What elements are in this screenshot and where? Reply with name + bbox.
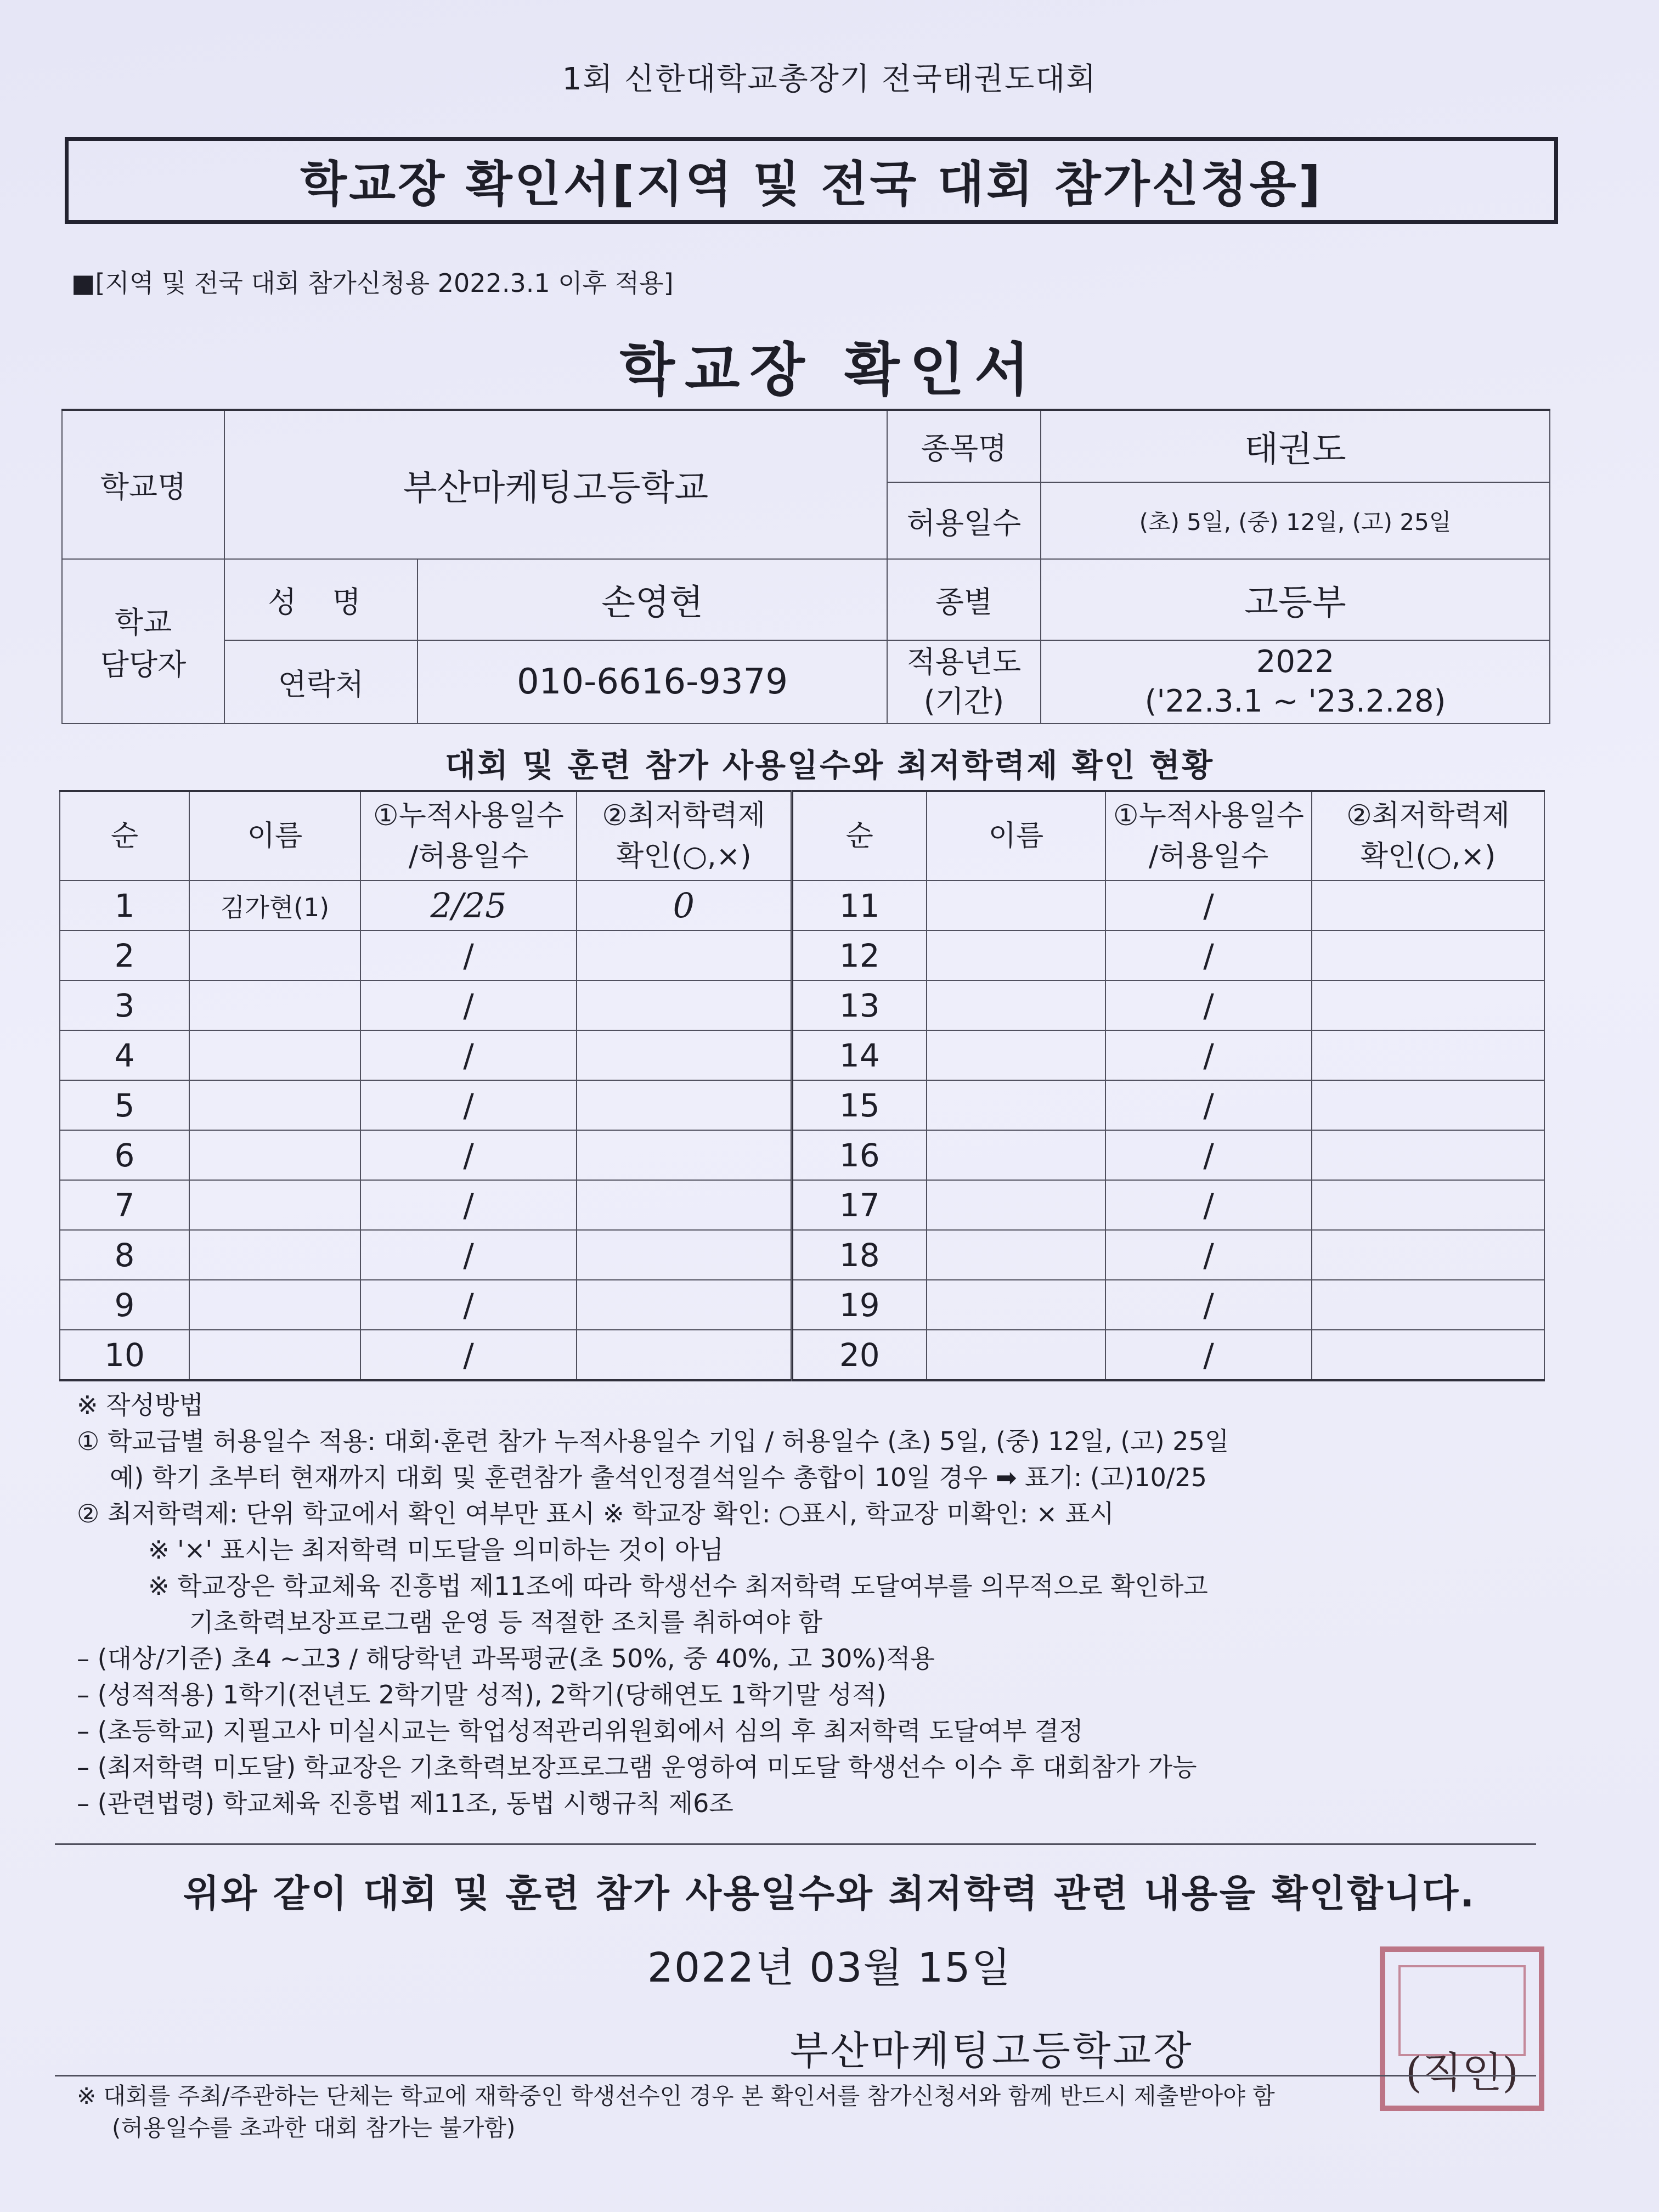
row-check-right [1312,980,1544,1030]
school-name-value: 부산마케팅고등학교 [224,410,887,559]
period-value: ('22.3.1 ~ '23.2.28) [1144,684,1446,719]
row-check [577,1130,792,1180]
table-row [60,1080,1544,1130]
row-no-right: 11 [792,881,927,930]
header-check-right-line2: 확인(○,×) [1360,840,1496,873]
principal-signature: 부산마케팅고등학교장 [790,2028,1194,2074]
row-name-right [927,1030,1105,1080]
sport-label: 종목명 [887,410,1041,482]
instructions-heading: ※ 작성방법 [77,1390,204,1420]
row-no: 10 [60,1330,189,1380]
instruction-line: ① 학교급별 허용일수 적용: 대회·훈련 참가 누적사용일수 기입 / 허용일수 (초) 5일, (중) 12일, (고) 25일 [77,1426,1229,1456]
header-days-right-line1: ①누적사용일수 [1113,799,1304,832]
row-no-right: 20 [792,1330,927,1380]
row-name: 김가현(1) [189,881,360,930]
instruction-line: – (초등학교) 지필고사 미실시교는 학업성적관리위원회에서 심의 후 최저학력 도달여부 결정 [77,1716,1084,1746]
allowed-days-value: (초) 5일, (중) 12일, (고) 25일 [1041,482,1550,559]
footnote-line2: (허용일수를 초과한 대회 참가는 불가함) [112,2114,516,2141]
year-value: 2022 [1256,644,1335,680]
row-check-right [1312,1230,1544,1280]
row-days: / [360,1330,577,1380]
header-name: 이름 [189,791,360,881]
event-title: 1회 신한대학교총장기 전국태권도대회 [562,61,1097,97]
instruction-line: – (성적적용) 1학기(전년도 2학기말 성적), 2학기(당해연도 1학기말 성적) [77,1680,887,1709]
row-name [189,930,360,980]
table-row [60,1280,1544,1330]
row-days-right: / [1105,1030,1312,1080]
footnote-divider [55,2075,1536,2076]
row-check-right [1312,881,1544,930]
row-no-right: 16 [792,1130,927,1180]
form-title: 학교장 확인서[지역 및 전국 대회 참가신청용] [300,156,1323,212]
row-check [577,930,792,980]
row-no-right: 17 [792,1180,927,1230]
main-title: 학교장 확인서 [619,336,1040,403]
row-name [189,1030,360,1080]
row-days-right: / [1105,881,1312,930]
table-row [60,1030,1544,1080]
row-days: 2/25 [360,881,577,930]
row-days-right: / [1105,1180,1312,1230]
row-no: 6 [60,1130,189,1180]
name-value: 손영현 [417,559,887,640]
row-days-right: / [1105,930,1312,980]
row-check [577,1080,792,1130]
school-name-label: 학교명 [62,410,224,559]
row-name-right [927,1130,1105,1180]
header-days-right-line2: /허용일수 [1148,840,1269,873]
row-check-right [1312,1030,1544,1080]
header-check-line2: 확인(○,×) [616,840,752,873]
row-days-right: / [1105,980,1312,1030]
row-days: / [360,1180,577,1230]
row-check [577,980,792,1030]
table-row [60,980,1544,1030]
row-check-right [1312,1080,1544,1130]
contact-label: 연락처 [224,640,417,724]
row-no: 1 [60,881,189,930]
instructions [77,1387,1558,1821]
row-name-right [927,1330,1105,1380]
header-check-right-line1: ②최저학력제 [1346,799,1510,832]
row-name-right [927,1180,1105,1230]
row-no-right: 13 [792,980,927,1030]
row-no-right: 12 [792,930,927,980]
instruction-line: – (관련법령) 학교체육 진흥법 제11조, 동법 시행규칙 제6조 [77,1788,733,1818]
row-name-right [927,980,1105,1030]
table-row [60,930,1544,980]
row-check [577,1180,792,1230]
issue-date: 2022년 03월 15일 [647,1944,1012,1991]
manager-label-line1: 학교 [114,605,172,640]
row-name-right [927,1280,1105,1330]
header-days-line2: /허용일수 [408,840,529,873]
row-no-right: 15 [792,1080,927,1130]
divider [55,1843,1536,1845]
instruction-line: 기초학력보장프로그램 운영 등 적절한 조치를 취하여야 함 [189,1607,823,1637]
row-days: / [360,980,577,1030]
info-table [61,409,1550,724]
allowed-days-label: 허용일수 [887,482,1041,559]
row-name [189,1130,360,1180]
row-name [189,1280,360,1330]
table-body [60,881,1544,1380]
row-check [577,1280,792,1330]
name-label: 성 명 [224,559,417,640]
row-no: 3 [60,980,189,1030]
header-no-right: 순 [792,791,927,881]
instruction-line: ※ 학교장은 학교체육 진흥법 제11조에 따라 학생선수 최저학력 도달여부를 의무적으로 확인하고 [148,1571,1208,1601]
row-days-right: / [1105,1330,1312,1380]
row-no: 5 [60,1080,189,1130]
header-check-line1: ②최저학력제 [602,799,766,832]
row-no: 4 [60,1030,189,1080]
instruction-line: ② 최저학력제: 단위 학교에서 확인 여부만 표시 ※ 학교장 확인: ○표시, 학교장 미확인: × 표시 [77,1499,1114,1528]
row-no-right: 18 [792,1230,927,1280]
row-check: 0 [577,881,792,930]
manager-label-line2: 담당자 [100,647,187,682]
instruction-line: – (대상/기준) 초4 ~고3 / 해당학년 과목평균(초 50%, 중 40%, 고 30%)적용 [77,1644,935,1673]
participant-table [59,790,1545,1381]
row-days-right: / [1105,1230,1312,1280]
division-value: 고등부 [1041,559,1550,640]
year-label-line1: 적용년도 [906,645,1022,679]
sport-value: 태권도 [1041,410,1550,482]
row-name-right [927,1080,1105,1130]
instruction-line: 예) 학기 초부터 현재까지 대회 및 훈련참가 출석인정결석일수 총합이 10일 경우 ➡ 표기: (고)10/25 [110,1463,1207,1492]
row-check [577,1330,792,1380]
table-row [60,1180,1544,1230]
row-days: / [360,1130,577,1180]
header-no: 순 [60,791,189,881]
instruction-line: – (최저학력 미도달) 학교장은 기초학력보장프로그램 운영하여 미도달 학생선수 이수 후 대회참가 가능 [77,1752,1197,1782]
row-no-right: 14 [792,1030,927,1080]
instructions-lines [77,1423,1558,1821]
form-title-box [65,137,1558,224]
row-check-right [1312,1330,1544,1380]
manager-label [62,559,224,724]
table-row [60,1230,1544,1280]
row-check [577,1030,792,1080]
row-name [189,1230,360,1280]
header-check-right [1312,791,1544,881]
header-days [360,791,577,881]
table-header-row [60,791,1544,881]
row-days-right: / [1105,1280,1312,1330]
footnote-line1: ※ 대회를 주최/주관하는 단체는 학교에 재학중인 학생선수인 경우 본 확인서를 참가신청서와 함께 반드시 제출받아야 함 [77,2083,1275,2109]
row-check-right [1312,1280,1544,1330]
row-no: 2 [60,930,189,980]
row-name [189,1330,360,1380]
row-check-right [1312,1180,1544,1230]
confirm-text: 위와 같이 대회 및 훈련 참가 사용일수와 최저학력 관련 내용을 확인합니다. [183,1872,1476,1916]
row-days: / [360,930,577,980]
row-days: / [360,1230,577,1280]
row-days-right: / [1105,1130,1312,1180]
year-value-cell [1041,640,1550,724]
row-days: / [360,1280,577,1330]
header-check [577,791,792,881]
row-days: / [360,1080,577,1130]
row-no-right: 19 [792,1280,927,1330]
header-days-right [1105,791,1312,881]
row-days-right: / [1105,1080,1312,1130]
row-name-right [927,881,1105,930]
seal-text: (직인) [1405,2048,1519,2097]
sub-note: ■[지역 및 전국 대회 참가신청용 2022.3.1 이후 적용] [71,268,674,298]
instruction-line: ※ '×' 표시는 최저학력 미도달을 의미하는 것이 아님 [148,1535,724,1565]
row-name [189,1080,360,1130]
row-days: / [360,1030,577,1080]
footnote [77,2080,1558,2144]
table-row [60,1330,1544,1380]
row-name [189,980,360,1030]
row-name-right [927,1230,1105,1280]
row-no: 7 [60,1180,189,1230]
contact-value: 010-6616-9379 [417,640,887,724]
division-label: 종별 [887,559,1041,640]
year-label-line2: (기간) [923,684,1005,719]
header-name-right: 이름 [927,791,1105,881]
row-no: 9 [60,1280,189,1330]
table-row [60,881,1544,930]
header-days-line1: ①누적사용일수 [373,799,564,832]
row-check-right [1312,930,1544,980]
year-label [887,640,1041,724]
row-name [189,1180,360,1230]
status-title: 대회 및 훈련 참가 사용일수와 최저학력제 확인 현황 [445,747,1214,784]
table-row [60,1130,1544,1180]
row-name-right [927,930,1105,980]
row-check [577,1230,792,1280]
row-check-right [1312,1130,1544,1180]
row-no: 8 [60,1230,189,1280]
